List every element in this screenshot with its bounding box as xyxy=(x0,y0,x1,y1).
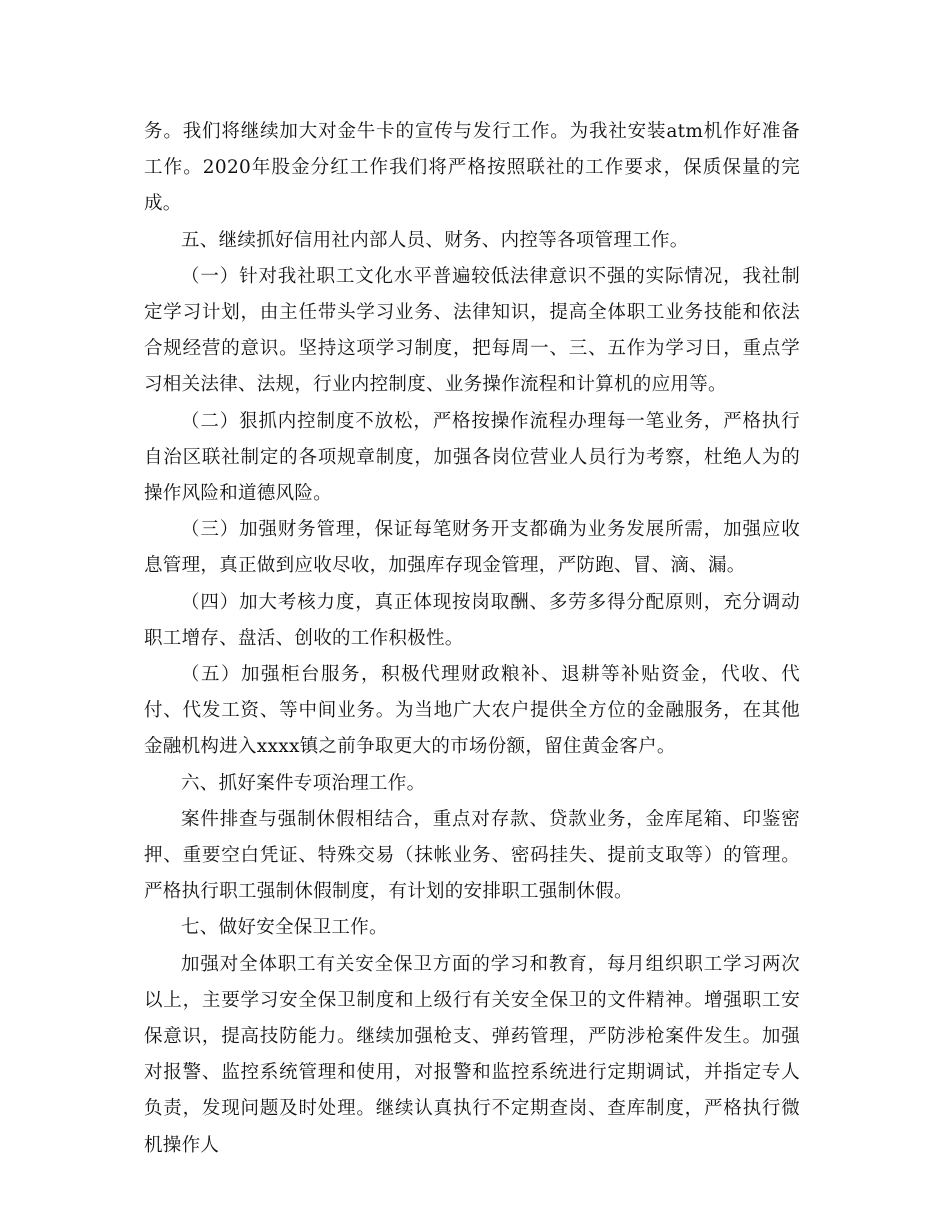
paragraph-7: （五）加强柜台服务，积极代理财政粮补、退耕等补贴资金，代收、代付、代发工资、等中间业务。为当地广大农户提供全方位的金融服务，在其他金融机构进入xxxx镇之前争取更大的市场份额，留住黄金客户。 xyxy=(144,664,800,758)
paragraph-1: 务。我们将继续加大对金牛卡的宣传与发行工作。为我社安装atm机作好准备工作。2020年股金分红工作我们将严格按照联社的工作要求，保质保量的完成。 xyxy=(144,121,800,215)
paragraph-10: 七、做好安全保卫工作。 xyxy=(181,917,388,939)
paragraph-3: （一）针对我社职工文化水平普遍较低法律意识不强的实际情况，我社制定学习计划，由主任带头学习业务、法律知识，提高全体职工业务技能和依法合规经营的意识。坚持这项学习制度，把每周一、三、五作为学习日，重点学习相关法律、法规，行业内控制度、业务操作流程和计算机的应用等。 xyxy=(144,265,800,396)
paragraph-11: 加强对全体职工有关安全保卫方面的学习和教育，每月组织职工学习两次以上，主要学习安全保卫制度和上级行有关安全保卫的文件精神。增强职工安保意识，提高技防能力。继续加强枪支、弹药管理，严防涉枪案件发生。加强对报警、监控系统管理和使用，对报警和监控系统进行定期调试，并指定专人负责，发现问题及时处理。继续认真执行不定期查岗、查库制度，严格执行微机操作人 xyxy=(144,953,800,1156)
paragraph-6: （四）加大考核力度，真正体现按岗取酬、多劳多得分配原则，充分调动职工增存、盘活、创收的工作积极性。 xyxy=(144,591,800,649)
paragraph-9: 案件排查与强制休假相结合，重点对存款、贷款业务，金库尾箱、印鉴密押、重要空白凭证、特殊交易（抹帐业务、密码挂失、提前支取等）的管理。严格执行职工强制休假制度，有计划的安排职工强制休假。 xyxy=(144,808,800,903)
paragraph-5: （三）加强财务管理，保证每笔财务开支都确为业务发展所需，加强应收息管理，真正做到应收尽收，加强库存现金管理，严防跑、冒、滴、漏。 xyxy=(144,519,800,577)
document-body xyxy=(144,114,800,1164)
paragraph-4: （二）狠抓内控制度不放松，严格按操作流程办理每一笔业务，严格执行自治区联社制定的各项规章制度，加强各岗位营业人员行为考察，杜绝人为的操作风险和道德风险。 xyxy=(144,410,800,505)
paragraph-8: 六、抓好案件专项治理工作。 xyxy=(181,772,426,794)
paragraph-2: 五、继续抓好信用社内部人员、财务、内控等各项管理工作。 xyxy=(181,229,689,251)
